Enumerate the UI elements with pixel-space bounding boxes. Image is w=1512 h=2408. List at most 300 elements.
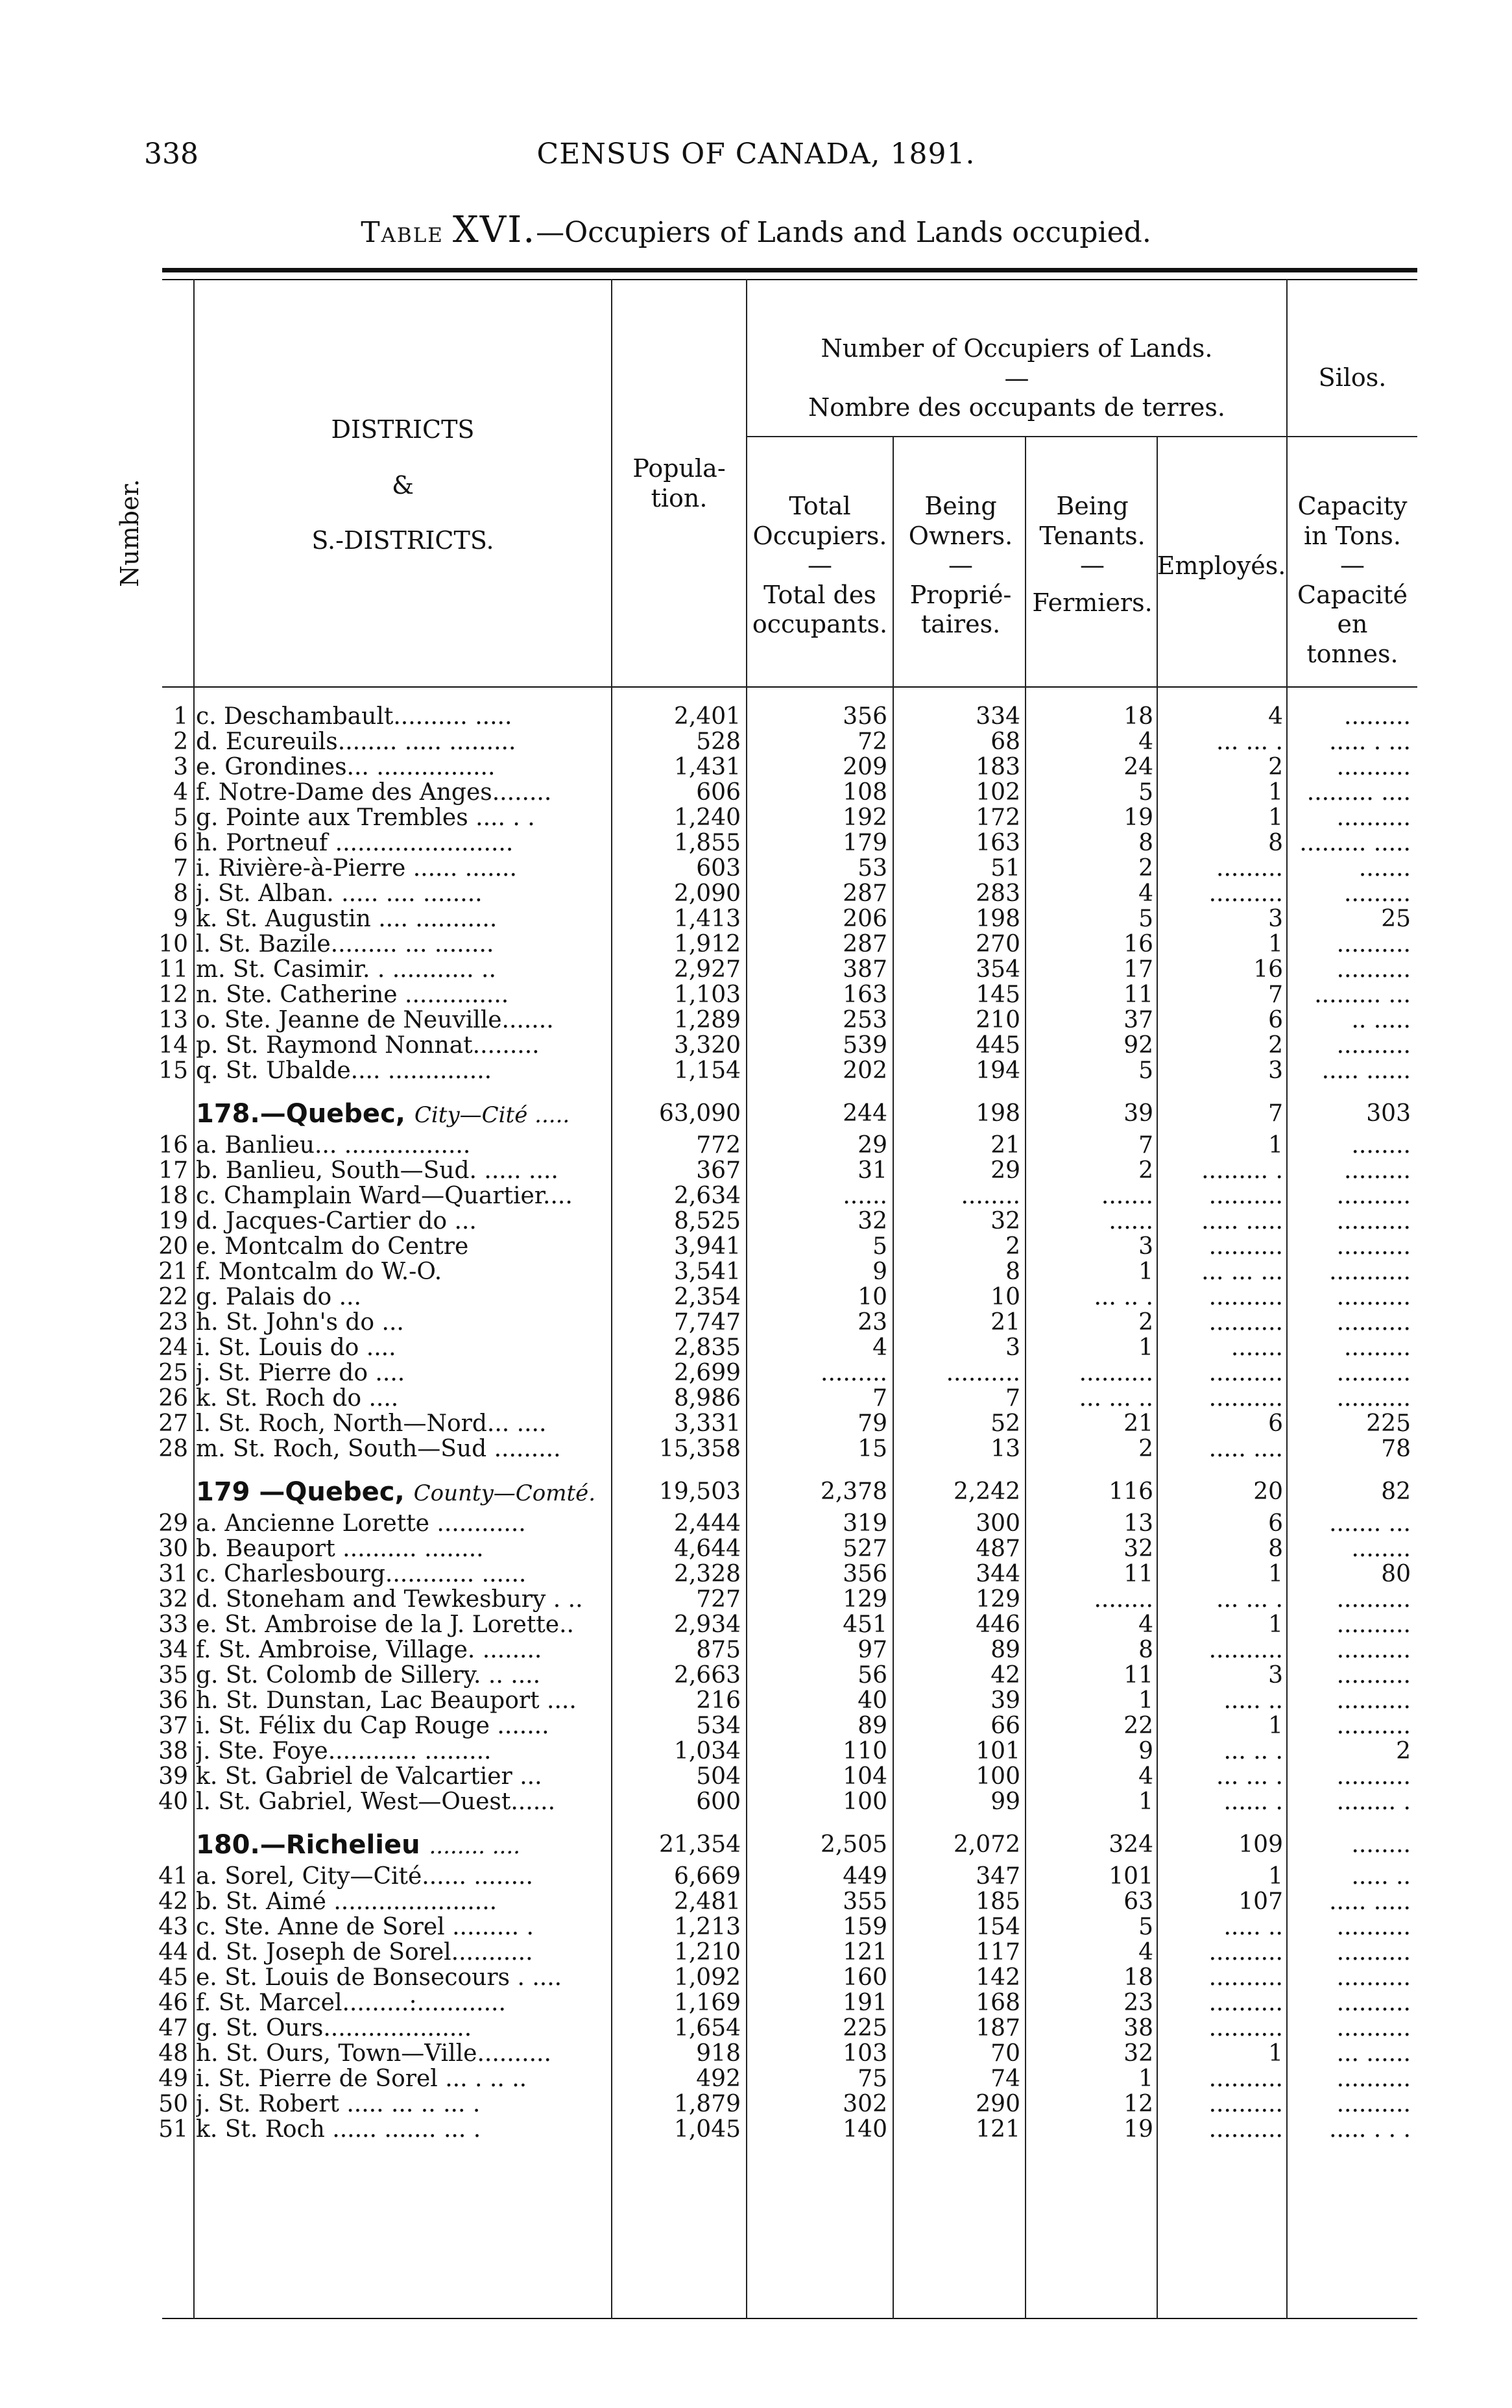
silo-capacity-cell: ........ <box>1351 1132 1411 1159</box>
owners-cell: 183 <box>976 754 1020 780</box>
owners-cell: 187 <box>976 2015 1020 2041</box>
district-name: j. St. Alban. ..... .... ........ <box>196 881 483 906</box>
total-occupiers-cell: 100 <box>843 1788 887 1815</box>
population-line-1: Popula- <box>632 454 726 483</box>
tenants-cell: 9 <box>1138 1738 1153 1764</box>
employes-cell: 2 <box>1268 1032 1283 1059</box>
row-number: 42 <box>158 1888 188 1915</box>
district-name: j. St. Robert ..... ... .. ... . <box>196 2091 481 2117</box>
tenants-cell: 19 <box>1123 2116 1153 2143</box>
row-number: 51 <box>158 2116 188 2143</box>
total-line-2: Occupiers. <box>752 521 887 550</box>
employes-cell: .......... <box>1208 1964 1283 1991</box>
owners-cell: 347 <box>976 1863 1020 1890</box>
table-row <box>0 1183 1512 1209</box>
owners-cell: 68 <box>990 728 1020 755</box>
total-occupiers-cell: 72 <box>858 728 887 755</box>
silo-capacity-cell: .......... <box>1336 1233 1411 1260</box>
silo-capacity-cell: 25 <box>1381 906 1411 932</box>
silo-capacity-cell: .......... <box>1336 1611 1411 1638</box>
page-number: 338 <box>144 138 198 171</box>
district-name: p. St. Raymond Nonnat......... <box>196 1033 540 1058</box>
table-row <box>0 1007 1512 1033</box>
district-name: e. St. Louis de Bonsecours . .... <box>196 1965 562 1990</box>
row-number: 44 <box>158 1939 188 1966</box>
population-cell: 727 <box>696 1586 741 1613</box>
population-cell: 3,941 <box>673 1233 741 1260</box>
row-number: 27 <box>158 1410 188 1437</box>
tenants-cell: 5 <box>1138 779 1153 806</box>
district-name: l. St. Roch, North—Nord... .... <box>196 1411 547 1436</box>
silo-capacity-cell: .......... <box>1336 2065 1411 2092</box>
employes-cell: .......... <box>1208 880 1283 907</box>
column-header-owners <box>896 492 1025 640</box>
owners-cell: 101 <box>976 1738 1020 1764</box>
table-row <box>0 856 1512 881</box>
total-occupiers-cell: 40 <box>858 1687 887 1714</box>
occupiers-group-rule <box>746 436 1286 437</box>
silo-capacity-cell: ........ <box>1351 1535 1411 1562</box>
district-subtitle: City—Cité ..... <box>414 1102 570 1128</box>
population-cell: 1,855 <box>673 830 741 856</box>
population-cell: 1,912 <box>673 931 741 957</box>
capacity-line-1: Capacity <box>1297 492 1408 520</box>
employes-cell: 1 <box>1268 1713 1283 1739</box>
population-cell: 7,747 <box>673 1309 741 1336</box>
total-occupiers-cell: 160 <box>843 1964 887 1991</box>
occupiers-group-fr: Nombre des occupants de terres. <box>808 393 1225 422</box>
silo-capacity-cell: .......... <box>1336 1763 1411 1790</box>
total-occupiers-cell: 29 <box>858 1132 887 1159</box>
employes-cell: 109 <box>1238 1831 1283 1858</box>
population-cell: 1,879 <box>673 2091 741 2117</box>
silo-capacity-cell: .......... <box>1336 1284 1411 1310</box>
owners-cell: 102 <box>976 779 1020 806</box>
tenants-cell: 38 <box>1123 2015 1153 2041</box>
silo-capacity-cell: 303 <box>1366 1100 1411 1127</box>
employes-cell: .......... <box>1208 1233 1283 1260</box>
capacity-dash: — <box>1340 551 1365 580</box>
employes-cell: .......... <box>1208 2065 1283 2092</box>
district-name: f. St. Marcel.........:............ <box>196 1990 506 2016</box>
total-occupiers-cell: 23 <box>858 1309 887 1336</box>
column-header-total <box>747 492 893 640</box>
owners-cell: 66 <box>990 1713 1020 1739</box>
tenants-cell: 39 <box>1123 1100 1153 1127</box>
silo-capacity-cell: .......... <box>1336 1309 1411 1336</box>
table-row <box>0 1914 1512 1940</box>
population-cell: 2,090 <box>673 880 741 907</box>
owners-cell: 163 <box>976 830 1020 856</box>
owners-cell: 290 <box>976 2091 1020 2117</box>
district-name: b. Banlieu, South—Sud. ..... .... <box>196 1158 558 1183</box>
row-number: 32 <box>158 1586 188 1613</box>
district-total-row <box>0 1473 1512 1511</box>
owners-cell: 198 <box>976 906 1020 932</box>
population-cell: 19,503 <box>659 1478 741 1505</box>
total-occupiers-cell: 10 <box>858 1284 887 1310</box>
row-number: 36 <box>158 1687 188 1714</box>
district-name: i. St. Félix du Cap Rouge ....... <box>196 1713 549 1739</box>
tenants-cell: 2 <box>1138 1436 1153 1462</box>
district-name: c. Deschambault.......... ..... <box>196 704 512 729</box>
row-number: 48 <box>158 2040 188 2067</box>
silo-capacity-cell: .......... <box>1336 1360 1411 1386</box>
population-cell: 606 <box>696 779 741 806</box>
silo-capacity-cell: 2 <box>1396 1738 1411 1764</box>
table-row <box>0 2066 1512 2091</box>
tenants-cell: 32 <box>1123 2040 1153 2067</box>
row-number: 30 <box>158 1535 188 1562</box>
owners-cell: 89 <box>990 1637 1020 1663</box>
district-name: l. St. Gabriel, West—Ouest...... <box>196 1789 556 1814</box>
employes-cell: .......... <box>1208 2015 1283 2041</box>
district-name: d. Jacques-Cartier do ... <box>196 1209 477 1234</box>
employes-cell: 1 <box>1268 1561 1283 1587</box>
district-name: j. Ste. Foye............ ......... <box>196 1739 492 1764</box>
tenants-cell: 4 <box>1138 1939 1153 1966</box>
tenants-cell: 5 <box>1138 1057 1153 1084</box>
total-occupiers-cell: 159 <box>843 1914 887 1940</box>
tenants-cell: 11 <box>1123 1561 1153 1587</box>
district-name: b. St. Aimé ...................... <box>196 1889 498 1914</box>
column-header-capacity <box>1288 492 1417 669</box>
owners-cell: 344 <box>976 1561 1020 1587</box>
silo-capacity-cell: .......... <box>1336 1586 1411 1613</box>
population-cell: 2,634 <box>673 1183 741 1209</box>
silo-capacity-cell: .. ..... <box>1351 1007 1411 1033</box>
employes-cell: ......... <box>1216 855 1283 882</box>
population-cell: 6,669 <box>673 1863 741 1890</box>
district-name: h. St. John's do ... <box>196 1310 404 1335</box>
tenants-cell: 1 <box>1138 1334 1153 1361</box>
owners-cell: 142 <box>976 1964 1020 1991</box>
employes-cell: .......... <box>1208 2116 1283 2143</box>
population-cell: 2,934 <box>673 1611 741 1638</box>
silo-capacity-cell: ..... ...... <box>1321 1057 1411 1084</box>
row-number: 39 <box>158 1763 188 1790</box>
district-name: c. Champlain Ward—Quartier.... <box>196 1183 573 1209</box>
owners-cell: 10 <box>990 1284 1020 1310</box>
employes-cell: .......... <box>1208 1637 1283 1663</box>
tenants-cell: 1 <box>1138 1687 1153 1714</box>
tenants-line-1: Being <box>1056 492 1129 520</box>
table-row <box>0 982 1512 1007</box>
tenants-cell: 1 <box>1138 2065 1153 2092</box>
population-cell: 1,103 <box>673 981 741 1008</box>
table-row <box>0 1133 1512 1158</box>
population-cell: 1,210 <box>673 1939 741 1966</box>
employes-cell: ..... .. <box>1223 1687 1283 1714</box>
employes-cell: 8 <box>1268 1535 1283 1562</box>
total-occupiers-cell: 89 <box>858 1713 887 1739</box>
owners-cell: 198 <box>976 1100 1020 1127</box>
district-name: q. St. Ubalde.... .............. <box>196 1058 492 1083</box>
header-bottom-rule <box>162 686 1417 688</box>
total-occupiers-cell: 110 <box>843 1738 887 1764</box>
employes-cell: ..... .... <box>1208 1436 1283 1462</box>
district-name: g. St. Colomb de Sillery. .. .... <box>196 1663 541 1688</box>
population-cell: 2,328 <box>673 1561 741 1587</box>
population-cell: 3,320 <box>673 1032 741 1059</box>
population-cell: 2,835 <box>673 1334 741 1361</box>
employes-cell: 1 <box>1268 931 1283 957</box>
row-number: 2 <box>173 728 188 755</box>
total-occupiers-cell: 192 <box>843 804 887 831</box>
total-occupiers-cell: 225 <box>843 2015 887 2041</box>
silo-capacity-cell: .......... <box>1336 1208 1411 1234</box>
owners-line-1: Being <box>924 492 997 520</box>
tenants-cell: 18 <box>1123 703 1153 730</box>
row-number: 4 <box>173 779 188 806</box>
owners-cell: 2 <box>1005 1233 1020 1260</box>
table-roman: XVI. <box>452 209 536 251</box>
column-header-number: Number. <box>115 479 144 587</box>
total-occupiers-cell: 5 <box>872 1233 887 1260</box>
table-row <box>0 754 1512 780</box>
owners-cell: 117 <box>976 1939 1020 1966</box>
total-occupiers-cell: 121 <box>843 1939 887 1966</box>
silo-capacity-cell: ..... .. <box>1351 1863 1411 1890</box>
population-cell: 1,654 <box>673 2015 741 2041</box>
district-name <box>196 1473 606 1512</box>
employes-cell: 3 <box>1268 906 1283 932</box>
owners-cell: 42 <box>990 1662 1020 1689</box>
employes-cell: .......... <box>1208 1385 1283 1412</box>
table-row <box>0 830 1512 856</box>
tenants-cell: 4 <box>1138 1611 1153 1638</box>
districts-line-1: DISTRICTS <box>331 415 475 444</box>
employes-cell: 20 <box>1253 1478 1283 1505</box>
table-row <box>0 704 1512 729</box>
district-name: o. Ste. Jeanne de Neuville....... <box>196 1007 554 1033</box>
tenants-cell: ... .. . <box>1094 1284 1153 1310</box>
owners-cell: 354 <box>976 956 1020 983</box>
total-dash: — <box>808 551 832 580</box>
employes-cell: 7 <box>1268 1100 1283 1127</box>
silo-capacity-cell: .......... <box>1336 1637 1411 1663</box>
district-name: f. St. Ambroise, Village. ........ <box>196 1637 542 1663</box>
population-cell: 1,169 <box>673 1990 741 2016</box>
owners-line-2: Owners. <box>908 521 1013 550</box>
employes-cell: 7 <box>1268 981 1283 1008</box>
tenants-cell: 5 <box>1138 1914 1153 1940</box>
table-row <box>0 805 1512 830</box>
population-cell: 2,354 <box>673 1284 741 1310</box>
owners-cell: 3 <box>1005 1334 1020 1361</box>
silo-capacity-cell: .......... <box>1336 1914 1411 1940</box>
district-name: n. Ste. Catherine .............. <box>196 982 509 1007</box>
table-row <box>0 1864 1512 1889</box>
table-row <box>0 881 1512 906</box>
population-cell: 2,481 <box>673 1888 741 1915</box>
district-total-row <box>0 1095 1512 1133</box>
table-row <box>0 1360 1512 1386</box>
table-row <box>0 1234 1512 1259</box>
total-occupiers-cell: 206 <box>843 906 887 932</box>
total-occupiers-cell: 319 <box>843 1510 887 1537</box>
population-cell: 4,644 <box>673 1535 741 1562</box>
district-name: a. Sorel, City—Cité...... ........ <box>196 1864 533 1889</box>
owners-cell: .......... <box>946 1360 1020 1386</box>
table-row <box>0 906 1512 932</box>
owners-cell: 172 <box>976 804 1020 831</box>
row-number: 46 <box>158 1990 188 2016</box>
owners-dash: — <box>948 551 973 580</box>
employes-cell: 3 <box>1268 1662 1283 1689</box>
district-name: h. St. Dunstan, Lac Beauport .... <box>196 1688 577 1713</box>
employes-cell: 1 <box>1268 804 1283 831</box>
table-row <box>0 1663 1512 1688</box>
table-row <box>0 2016 1512 2041</box>
employes-cell: .......... <box>1208 1360 1283 1386</box>
total-occupiers-cell: 179 <box>843 830 887 856</box>
total-occupiers-cell: ......... <box>821 1360 887 1386</box>
owners-cell: 185 <box>976 1888 1020 1915</box>
row-number: 1 <box>173 703 188 730</box>
district-title: 179 —Quebec, <box>196 1477 405 1507</box>
employes-cell: 1 <box>1268 2040 1283 2067</box>
owners-cell: 51 <box>990 855 1020 882</box>
population-cell: 528 <box>696 728 741 755</box>
district-name: f. Montcalm do W.-O. <box>196 1259 442 1284</box>
employes-cell: 2 <box>1268 754 1283 780</box>
table-row <box>0 1612 1512 1637</box>
column-header-silos: Silos. <box>1318 363 1387 392</box>
population-cell: 2,663 <box>673 1662 741 1689</box>
table-row <box>0 1739 1512 1764</box>
total-occupiers-cell: 539 <box>843 1032 887 1059</box>
district-name: i. St. Pierre de Sorel ... . .. .. <box>196 2066 527 2091</box>
row-number: 25 <box>158 1360 188 1386</box>
silo-capacity-cell: .......... <box>1336 1032 1411 1059</box>
employes-cell: 16 <box>1253 956 1283 983</box>
table-row <box>0 1209 1512 1234</box>
tenants-cell: 2 <box>1138 855 1153 882</box>
table-row <box>0 1965 1512 1990</box>
total-occupiers-cell: 2,378 <box>820 1478 887 1505</box>
total-occupiers-cell: 287 <box>843 880 887 907</box>
total-occupiers-cell: 451 <box>843 1611 887 1638</box>
district-name: g. St. Ours.................... <box>196 2016 472 2041</box>
total-line-1: Total <box>789 492 851 520</box>
row-number: 14 <box>158 1032 188 1059</box>
tenants-cell: ... ... .. <box>1079 1385 1153 1412</box>
owners-cell: 445 <box>976 1032 1020 1059</box>
silo-capacity-cell: .......... <box>1336 2015 1411 2041</box>
population-cell: 504 <box>696 1763 741 1790</box>
owners-cell: 99 <box>990 1788 1020 1815</box>
tenants-cell: 23 <box>1123 1990 1153 2016</box>
table-row <box>0 1587 1512 1612</box>
table-row <box>0 1561 1512 1587</box>
tenants-cell: 19 <box>1123 804 1153 831</box>
owners-cell: 300 <box>976 1510 1020 1537</box>
total-occupiers-cell: 129 <box>843 1586 887 1613</box>
employes-cell: ... ... . <box>1216 1586 1283 1613</box>
total-occupiers-cell: 103 <box>843 2040 887 2067</box>
total-occupiers-cell: 202 <box>843 1057 887 1084</box>
district-name: k. St. Roch do .... <box>196 1386 399 1411</box>
total-occupiers-cell: 15 <box>858 1436 887 1462</box>
table-row <box>0 2091 1512 2117</box>
employes-cell: ......... . <box>1201 1157 1283 1184</box>
silo-capacity-cell: ......... <box>1344 1157 1411 1184</box>
total-occupiers-cell: 253 <box>843 1007 887 1033</box>
silo-capacity-cell: ......... <box>1344 880 1411 907</box>
silo-capacity-cell: ..... . . . <box>1329 2116 1411 2143</box>
total-occupiers-cell: 140 <box>843 2116 887 2143</box>
total-occupiers-cell: 244 <box>843 1100 887 1127</box>
population-cell: 1,240 <box>673 804 741 831</box>
owners-cell: 283 <box>976 880 1020 907</box>
row-number: 12 <box>158 981 188 1008</box>
district-name: g. Palais do ... <box>196 1284 361 1310</box>
table-row <box>0 932 1512 957</box>
silo-capacity-cell: ......... <box>1344 1334 1411 1361</box>
tenants-cell: 2 <box>1138 1157 1153 1184</box>
row-number: 8 <box>173 880 188 907</box>
row-number: 23 <box>158 1309 188 1336</box>
silo-capacity-cell: ..... . ... <box>1329 728 1411 755</box>
population-cell: 2,401 <box>673 703 741 730</box>
employes-cell: ... .. . <box>1223 1738 1283 1764</box>
employes-cell: ....... <box>1230 1334 1283 1361</box>
tenants-line-2: Tenants. <box>1039 521 1146 550</box>
employes-cell: .......... <box>1208 1990 1283 2016</box>
tenants-dash: — <box>1080 551 1105 580</box>
total-occupiers-cell: 2,505 <box>820 1831 887 1858</box>
silo-capacity-cell: ......... .... <box>1306 779 1411 806</box>
tenants-cell: 4 <box>1138 1763 1153 1790</box>
silo-capacity-cell: ....... ... <box>1329 1510 1411 1537</box>
row-number: 15 <box>158 1057 188 1084</box>
district-title: 180.—Richelieu <box>196 1830 420 1860</box>
row-number: 50 <box>158 2091 188 2117</box>
employes-cell: 6 <box>1268 1410 1283 1437</box>
row-number: 47 <box>158 2015 188 2041</box>
silo-capacity-cell: .......... <box>1336 1687 1411 1714</box>
table-row <box>0 957 1512 982</box>
district-name <box>196 1826 606 1865</box>
tenants-cell: 13 <box>1123 1510 1153 1537</box>
row-number: 20 <box>158 1233 188 1260</box>
owners-cell: 2,072 <box>953 1831 1020 1858</box>
tenants-cell: 22 <box>1123 1713 1153 1739</box>
table-row <box>0 1990 1512 2016</box>
column-header-population <box>612 454 746 513</box>
row-number: 31 <box>158 1561 188 1587</box>
silos-group-rule <box>1286 436 1417 437</box>
silo-capacity-cell: ......... ... <box>1314 981 1411 1008</box>
silo-capacity-cell: 80 <box>1381 1561 1411 1587</box>
tenants-cell: 4 <box>1138 880 1153 907</box>
population-cell: 1,045 <box>673 2116 741 2143</box>
tenants-cell: 11 <box>1123 1662 1153 1689</box>
population-cell: 216 <box>696 1687 741 1714</box>
total-occupiers-cell: 104 <box>843 1763 887 1790</box>
tenants-cell: 11 <box>1123 981 1153 1008</box>
row-number: 11 <box>158 956 188 983</box>
district-name: c. Charlesbourg............ ...... <box>196 1561 527 1587</box>
employes-cell: 107 <box>1238 1888 1283 1915</box>
table-row <box>0 1436 1512 1462</box>
capacity-line-4: en tonnes. <box>1306 610 1398 668</box>
owners-cell: 74 <box>990 2065 1020 2092</box>
district-name: h. Portneuf ........................ <box>196 830 514 856</box>
districts-line-2: & <box>392 470 414 500</box>
silo-capacity-cell: 225 <box>1366 1410 1411 1437</box>
